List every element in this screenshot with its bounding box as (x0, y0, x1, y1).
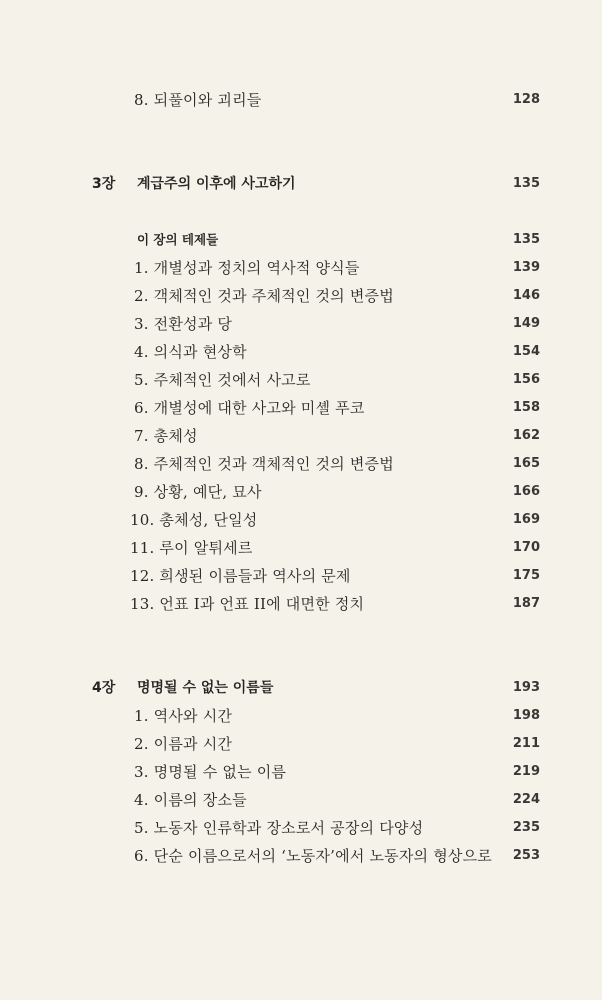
theses-page: 135 (512, 232, 540, 247)
toc-entry-label: 9. 상황, 예단, 묘사 (134, 483, 262, 501)
toc-entry-label: 1. 역사와 시간 (134, 707, 233, 725)
toc-entry-page: 219 (512, 764, 540, 779)
toc-entry-page: 156 (512, 372, 540, 387)
toc-entry (0, 396, 602, 420)
toc-entry (0, 592, 602, 616)
toc-entry-label: 12. 희생된 이름들과 역사의 문제 (130, 567, 351, 585)
toc-entry (0, 312, 602, 336)
toc-entry-page: 146 (512, 288, 540, 303)
toc-entry-label: 1. 개별성과 정치의 역사적 양식들 (134, 259, 360, 277)
toc-entry (0, 732, 602, 756)
toc-entry (0, 480, 602, 504)
toc-entry-label: 6. 단순 이름으로서의 ‘노동자’에서 노동자의 형상으로 (134, 847, 492, 865)
toc-entry-page: 162 (512, 428, 540, 443)
toc-entry-label: 2. 객체적인 것과 주체적인 것의 변증법 (134, 287, 394, 305)
toc-entry-page: 149 (512, 316, 540, 331)
toc-entry-label: 7. 총체성 (134, 427, 198, 445)
toc-entry-page: 235 (512, 820, 540, 835)
toc-entry-page: 139 (512, 260, 540, 275)
toc-entry-label: 13. 언표 I과 언표 II에 대면한 정치 (130, 595, 365, 613)
toc-entry-page: 166 (512, 484, 540, 499)
chapter-heading (0, 172, 602, 196)
toc-entry-label: 11. 루이 알튀세르 (130, 539, 253, 557)
toc-entry-label: 5. 주체적인 것에서 사고로 (134, 371, 311, 389)
toc-entry-label: 5. 노동자 인류학과 장소로서 공장의 다양성 (134, 819, 424, 837)
toc-entry-label: 10. 총체성, 단일성 (130, 511, 258, 529)
toc-entry-page: 211 (512, 736, 540, 751)
toc-entry-page: 158 (512, 400, 540, 415)
chapter-title: 계급주의 이후에 사고하기 (137, 176, 296, 192)
toc-entry-label: 4. 의식과 현상학 (134, 343, 247, 361)
toc-entry (0, 368, 602, 392)
toc-entry (0, 88, 602, 112)
toc-entry-page: 165 (512, 456, 540, 471)
toc-entry-label: 3. 명명될 수 없는 이름 (134, 763, 287, 781)
chapter-page: 193 (512, 680, 540, 695)
toc-entry-label: 3. 전환성과 당 (134, 315, 233, 333)
toc-entry-page: 224 (512, 792, 540, 807)
toc-entry-page: 154 (512, 344, 540, 359)
toc-entry-page: 128 (512, 92, 540, 107)
toc-entry-page: 170 (512, 540, 540, 555)
toc-entry-label: 8. 되풀이와 괴리들 (134, 91, 262, 109)
toc-entry-label: 6. 개별성에 대한 사고와 미셸 푸코 (134, 399, 365, 417)
toc-entry-page: 169 (512, 512, 540, 527)
toc-entry-label: 8. 주체적인 것과 객체적인 것의 변증법 (134, 455, 394, 473)
toc-entry-label: 4. 이름의 장소들 (134, 791, 247, 809)
chapter-number: 3장 (92, 176, 116, 192)
toc-entry-page: 198 (512, 708, 540, 723)
chapter-number: 4장 (92, 680, 116, 696)
toc-entry (0, 508, 602, 532)
toc-entry (0, 704, 602, 728)
toc-entry-page: 253 (512, 848, 540, 863)
toc-entry (0, 452, 602, 476)
chapter-title: 명명될 수 없는 이름들 (137, 680, 274, 696)
theses-label: 이 장의 테제들 (137, 232, 219, 247)
toc-entry (0, 564, 602, 588)
toc-entry (0, 816, 602, 840)
toc-entry (0, 844, 602, 868)
toc-entry (0, 788, 602, 812)
toc-entry-label: 2. 이름과 시간 (134, 735, 233, 753)
toc-entry (0, 536, 602, 560)
toc-entry-page: 187 (512, 596, 540, 611)
toc-entry (0, 424, 602, 448)
chapter-heading (0, 676, 602, 700)
toc-entry (0, 340, 602, 364)
toc-entry (0, 760, 602, 784)
toc-entry (0, 284, 602, 308)
toc-entry-page: 175 (512, 568, 540, 583)
toc-entry (0, 256, 602, 280)
chapter-page: 135 (512, 176, 540, 191)
chapter-theses-entry (0, 228, 602, 252)
